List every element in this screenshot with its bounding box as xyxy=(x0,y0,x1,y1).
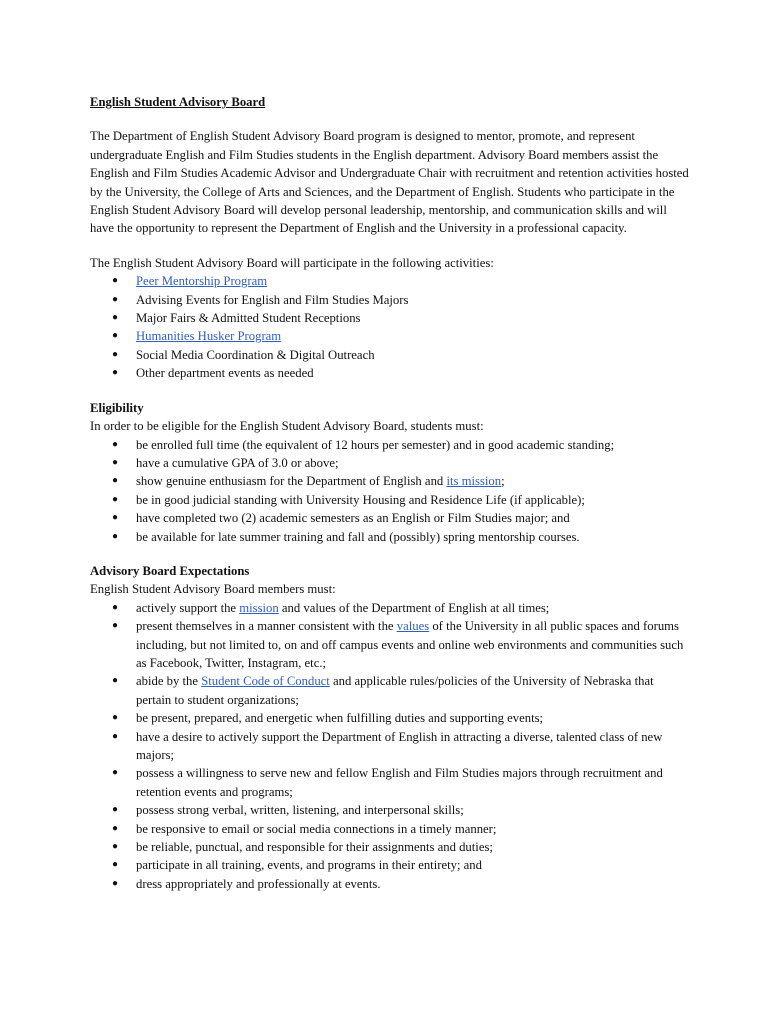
eligibility-list xyxy=(90,436,690,546)
expectations-heading: Advisory Board Expectations xyxy=(90,563,250,578)
bullet-icon: ● xyxy=(112,312,119,324)
bullet-icon: ● xyxy=(112,620,119,632)
list-item xyxy=(90,327,690,345)
bullet-icon: ● xyxy=(112,841,119,853)
bullet-icon: ● xyxy=(112,456,119,468)
list-item: ● Other department events as needed xyxy=(90,364,690,382)
bullet-icon: ● xyxy=(112,512,119,524)
expectations-list xyxy=(90,599,690,894)
list-item: ● possess strong verbal, written, listening, and interpersonal skills; xyxy=(90,801,690,819)
document-page xyxy=(90,93,690,893)
list-item: ● have a desire to actively support the Department of English in attracting a diverse, talented class of new majors; xyxy=(112,729,663,762)
eligibility-heading: Eligibility xyxy=(90,400,144,415)
list-item: ● abide by the Student Code of Conduct and applicable rules/policies of the University of Nebraska that pertain to student organizations; xyxy=(112,674,654,707)
bullet-icon: ● xyxy=(112,601,119,613)
mission-link[interactable]: mission xyxy=(239,600,279,615)
list-item: ● be enrolled full time (the equivalent of 12 hours per semester) and in good academic standing; xyxy=(90,436,690,454)
bullet-icon: ● xyxy=(112,438,119,450)
activities-list xyxy=(90,272,690,382)
bullet-icon: ● xyxy=(112,330,119,342)
bullet-icon: ● xyxy=(112,475,119,487)
list-item: ● be in good judicial standing with University Housing and Residence Life (if applicable); xyxy=(90,491,690,509)
bullet-icon: ● xyxy=(112,767,119,779)
bullet-icon: ● xyxy=(112,348,119,360)
list-item: ● have a cumulative GPA of 3.0 or above; xyxy=(90,454,690,472)
list-item: ● be responsive to email or social media connections in a timely manner; xyxy=(90,820,690,838)
values-link[interactable]: values xyxy=(396,619,430,634)
bullet-icon: ● xyxy=(112,730,119,742)
humanities-husker-link[interactable]: Humanities Husker Program xyxy=(136,329,282,344)
expectations-lead: English Student Advisory Board members must: xyxy=(90,582,336,597)
list-item: ● be present, prepared, and energetic when fulfilling duties and supporting events; xyxy=(90,709,690,727)
bullet-icon: ● xyxy=(112,493,119,505)
list-item: ● have completed two (2) academic semesters as an English or Film Studies major; and xyxy=(90,509,690,527)
list-item: ● actively support the mission and values of the Department of English at all times; xyxy=(90,599,690,617)
its-mission-link[interactable]: its mission xyxy=(446,474,502,489)
intro-paragraph: The Department of English Student Advisory Board program is designed to mentor, promote, and represent undergraduate English and Film Studies students in the English department. Advisory Board members assist the English and Film Studies Academic Advisor and Undergraduate Chair with recruitment and retention activities hosted by the University, the College of Arts and Sciences, and the Department of English. Students who participate in the English Student Advisory Board will develop personal leadership, mentorship, and communication skills and will have the opportunity to represent the Department of English and the University in a professional capacity. xyxy=(90,129,689,236)
list-item: ● present themselves in a manner consistent with the values of the University in all public spaces and forums including, but not limited to, on and off campus events and online web environments and communities such as Facebook, Twitter, Instagram, etc.; xyxy=(112,619,684,670)
bullet-icon: ● xyxy=(112,822,119,834)
list-item: ● dress appropriately and professionally at events. xyxy=(90,875,690,893)
list-item: ● possess a willingness to serve new and fellow English and Film Studies majors through recruitment and retention events and programs; xyxy=(112,766,663,799)
bullet-icon: ● xyxy=(112,712,119,724)
peer-mentorship-link[interactable]: Peer Mentorship Program xyxy=(136,274,268,289)
document-title: English Student Advisory Board xyxy=(90,95,266,109)
list-item: ● Advising Events for English and Film Studies Majors xyxy=(90,291,690,309)
bullet-icon: ● xyxy=(112,877,119,889)
list-item: ● Major Fairs & Admitted Student Receptions xyxy=(90,309,690,327)
bullet-icon: ● xyxy=(112,675,119,687)
bullet-icon: ● xyxy=(112,293,119,305)
bullet-icon: ● xyxy=(112,804,119,816)
student-code-of-conduct-link[interactable]: Student Code of Conduct xyxy=(201,674,330,689)
list-item xyxy=(90,272,690,290)
bullet-icon: ● xyxy=(112,275,119,287)
list-item: ● participate in all training, events, and programs in their entirety; and xyxy=(90,856,690,874)
list-item: ● be reliable, punctual, and responsible for their assignments and duties; xyxy=(90,838,690,856)
eligibility-lead: In order to be eligible for the English Student Advisory Board, students must: xyxy=(90,419,484,434)
list-item: ● be available for late summer training and fall and (possibly) spring mentorship courses. xyxy=(90,528,690,546)
bullet-icon: ● xyxy=(112,367,119,379)
list-item: ● show genuine enthusiasm for the Department of English and its mission; xyxy=(90,472,690,490)
activities-lead: The English Student Advisory Board will participate in the following activities: xyxy=(90,255,494,270)
bullet-icon: ● xyxy=(112,530,119,542)
list-item: ● Social Media Coordination & Digital Outreach xyxy=(90,346,690,364)
bullet-icon: ● xyxy=(112,859,119,871)
